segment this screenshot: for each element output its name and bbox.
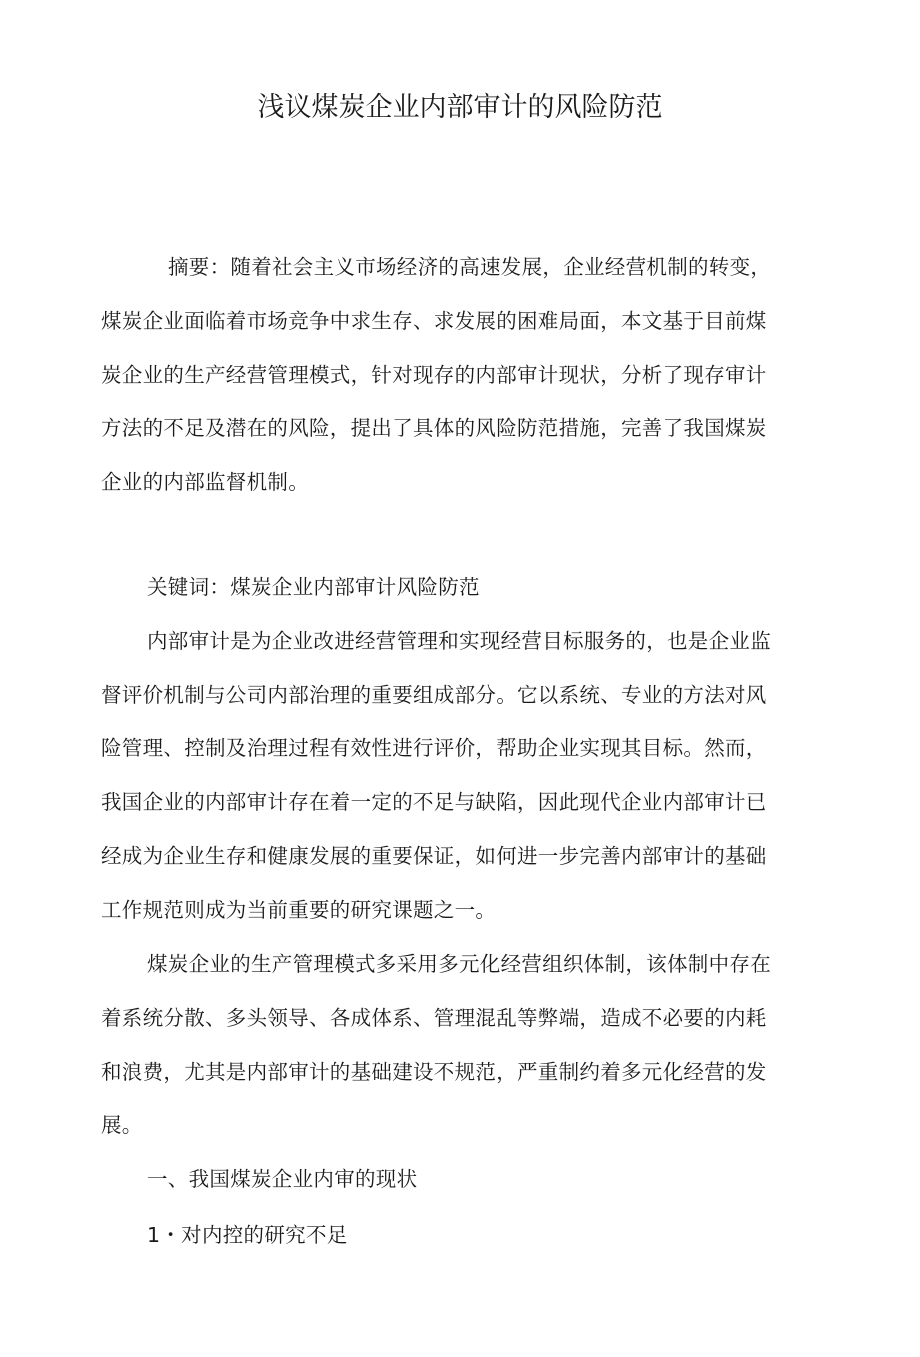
paragraph-line: 和浪费，尤其是内部审计的基础建设不规范，严重制约着多元化经营的发 (101, 1060, 767, 1084)
section-heading: 一、我国煤炭企业内审的现状 (147, 1167, 418, 1191)
paragraph-line: 险管理、控制及治理过程有效性进行评价，帮助企业实现其目标。然而， (101, 736, 767, 760)
abstract-line: 炭企业的生产经营管理模式，针对现存的内部审计现状，分析了现存审计 (101, 363, 767, 387)
paragraph-line: 经成为企业生存和健康发展的重要保证，如何进一步完善内部审计的基础 (101, 844, 767, 868)
paragraph-line: 煤炭企业的生产管理模式多采用多元化经营组织体制，该体制中存在 (147, 952, 771, 976)
keywords: 关键词：煤炭企业内部审计风险防范 (147, 575, 480, 599)
subsection-heading: 1・对内控的研究不足 (147, 1223, 348, 1247)
abstract-line: 摘要：随着社会主义市场经济的高速发展，企业经营机制的转变， (168, 255, 772, 279)
abstract-line: 企业的内部监督机制。 (101, 470, 309, 494)
paragraph-line: 督评价机制与公司内部治理的重要组成部分。它以系统、专业的方法对风 (101, 683, 767, 707)
document-title: 浅议煤炭企业内部审计的风险防范 (257, 92, 663, 123)
paragraph-line: 工作规范则成为当前重要的研究课题之一。 (101, 898, 497, 922)
abstract-line: 煤炭企业面临着市场竞争中求生存、求发展的困难局面，本文基于目前煤 (101, 309, 767, 333)
paragraph-line: 内部审计是为企业改进经营管理和实现经营目标服务的，也是企业监 (147, 629, 771, 653)
paragraph-line: 展。 (101, 1113, 143, 1137)
abstract-line: 方法的不足及潜在的风险，提出了具体的风险防范措施，完善了我国煤炭 (101, 416, 767, 440)
paragraph-line: 我国企业的内部审计存在着一定的不足与缺陷，因此现代企业内部审计已 (101, 790, 767, 814)
paragraph-line: 着系统分散、多头领导、各成体系、管理混乱等弊端，造成不必要的内耗 (101, 1006, 767, 1030)
